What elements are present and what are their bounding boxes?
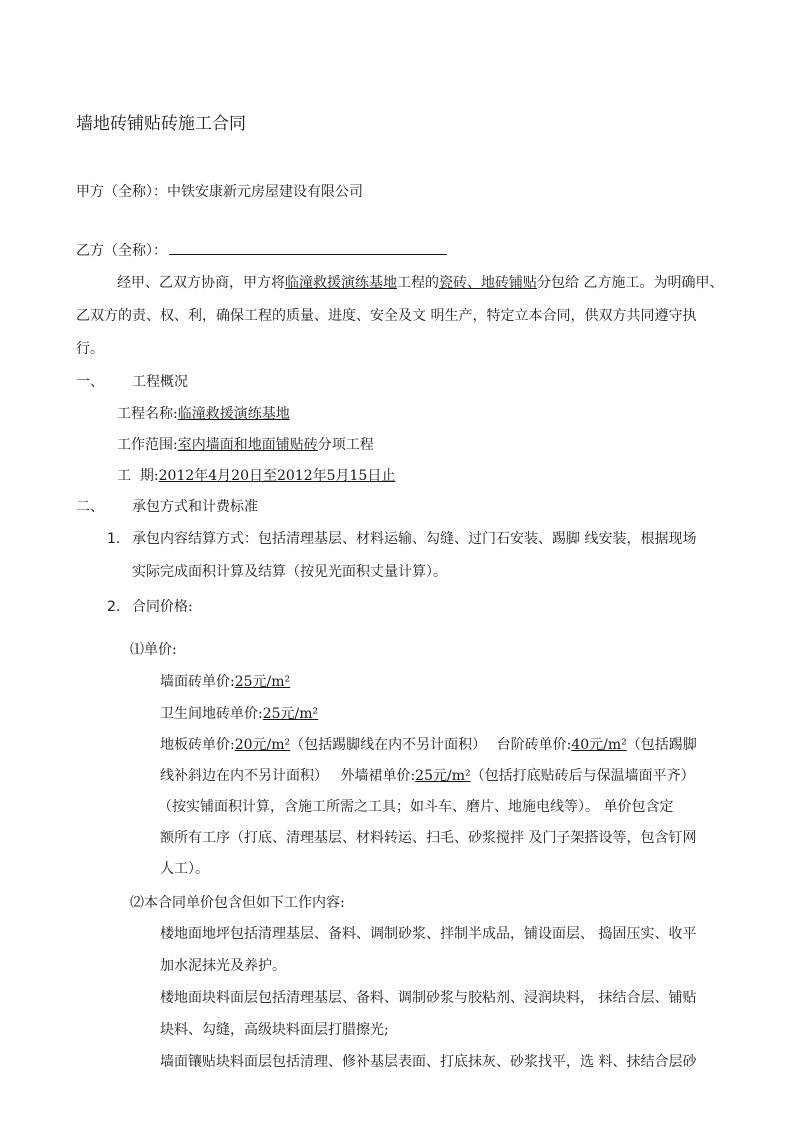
party-a-value: 中铁安康新元房屋建设有限公司	[167, 184, 363, 200]
bathroom-tile-price-label: 卫生间地砖单价:	[160, 706, 263, 722]
intro-line-3: 行。	[76, 341, 104, 357]
wall-skirt-price-value: 25元/m²	[415, 768, 471, 784]
item-1-line-1: 承包内容结算方式：包括清理基层、材料运输、勾缝、过门石安装、踢脚 线安装，根据现场	[132, 531, 697, 547]
includes-2-line-1: 楼地面块料面层包括清理基层、备料、调制砂浆与胶粘剂、浸润块料， 抹结合层、铺贴	[160, 990, 697, 1006]
work-scope-value: 室内墙面和地面铺贴砖	[177, 437, 318, 453]
bathroom-tile-price-value: 25元/m²	[262, 706, 319, 722]
intro-line-1	[117, 273, 723, 293]
party-a-label: 甲方（全称）：	[76, 184, 167, 200]
item-2-number: 2.	[107, 599, 121, 615]
party-a-line	[76, 182, 363, 202]
intro-project-name: 临潼救援演练基地	[285, 275, 397, 291]
item-1-number: 1.	[107, 531, 121, 547]
section-2-number: 二、	[76, 499, 104, 515]
party-b-blank	[169, 240, 447, 255]
document-title: 墙地砖铺贴砖施工合同	[76, 114, 246, 134]
section-1-heading: 工程概况	[132, 374, 188, 390]
floor-tile-price-note: （包括踢脚线在内不另计面积）	[290, 737, 487, 753]
intro-scope: 瓷砖、地砖铺贴	[439, 275, 537, 291]
wall-tile-price-value: 25元/m²	[234, 674, 291, 690]
wall-tile-price-label: 墙面砖单价:	[160, 674, 235, 690]
project-name-label: 工程名称:	[117, 406, 178, 422]
includes-1-line-1: 楼地面地坪包括清理基层、备料、调制砂浆、拌制半成品，铺设面层、 捣固压实、收平	[160, 926, 697, 942]
period-line	[117, 466, 395, 486]
wall-tile-price-line	[160, 672, 290, 692]
price-line-d: 额所有工序（打底、清理基层、材料转运、扫毛、砂浆搅拌 及门子架搭设等，包含钉网	[160, 830, 697, 846]
price-line-c: （按实铺面积计算，含施工所需之工具；如斗车、磨片、地施电线等）。 单价包含定	[158, 799, 674, 815]
intro-text-a: 经甲、乙双方协商，甲方将	[117, 275, 285, 291]
project-name-value: 临潼救援演练基地	[177, 406, 290, 422]
step-tile-price-note: （包括踢脚	[626, 737, 697, 753]
wall-skirt-price-note: （包括打底贴砖后与保温墙面平齐）	[470, 768, 695, 784]
period-value: 2012年4月20日至2012年5月15日止	[158, 468, 396, 484]
work-scope-line	[117, 435, 374, 455]
item-1-line-2: 实际完成面积计算及结算（按见光面积丈量计算）。	[132, 564, 447, 580]
step-tile-price-label: 台阶砖单价:	[496, 737, 572, 753]
unit-price-heading: ⑴单价:	[130, 642, 177, 658]
intro-text-c: 分包给 乙方施工。为明确甲、	[537, 275, 724, 291]
intro-text-b: 工程的	[397, 275, 439, 291]
includes-1-line-2: 加水泥抹光及养护。	[160, 958, 286, 974]
party-b-line	[76, 240, 447, 261]
wall-skirt-price-label: 外墙裙单价:	[340, 768, 416, 784]
includes-2-line-2: 块料、勾缝，高级块料面层打腊擦光;	[160, 1022, 389, 1038]
project-name-line	[117, 404, 290, 424]
item-2-text: 合同价格:	[132, 599, 193, 615]
includes-3-line-1: 墙面镶贴块料面层包括清理、修补基层表面、打底抹灰、砂浆找平，选 料、抹结合层砂	[160, 1054, 697, 1070]
work-scope-suffix: 分项工程	[317, 437, 374, 453]
work-scope-label: 工作范围:	[117, 437, 178, 453]
step-tile-price-value: 40元/m²	[571, 737, 627, 753]
party-b-label: 乙方（全称）：	[76, 243, 167, 259]
price-line-e: 人工）。	[160, 861, 209, 877]
section-1-number: 一、	[76, 374, 104, 390]
floor-tile-price-line	[160, 735, 697, 755]
price-line-b	[160, 766, 695, 786]
intro-line-2: 乙双方的责、权、利，确保工程的质量、进度、安全及文 明生产，特定立本合同，供双方共同遵守执	[76, 308, 697, 324]
section-2-heading: 承包方式和计费标准	[132, 499, 258, 515]
bathroom-tile-price-line	[160, 704, 318, 724]
period-label: 工 期:	[117, 468, 159, 484]
price-line-b-text: 线补斜边在内不另计面积）	[160, 768, 328, 784]
includes-heading: ⑵本合同单价包含但如下工作内容:	[130, 895, 345, 911]
floor-tile-price-value: 20元/m²	[234, 737, 291, 753]
floor-tile-price-label: 地板砖单价:	[160, 737, 235, 753]
